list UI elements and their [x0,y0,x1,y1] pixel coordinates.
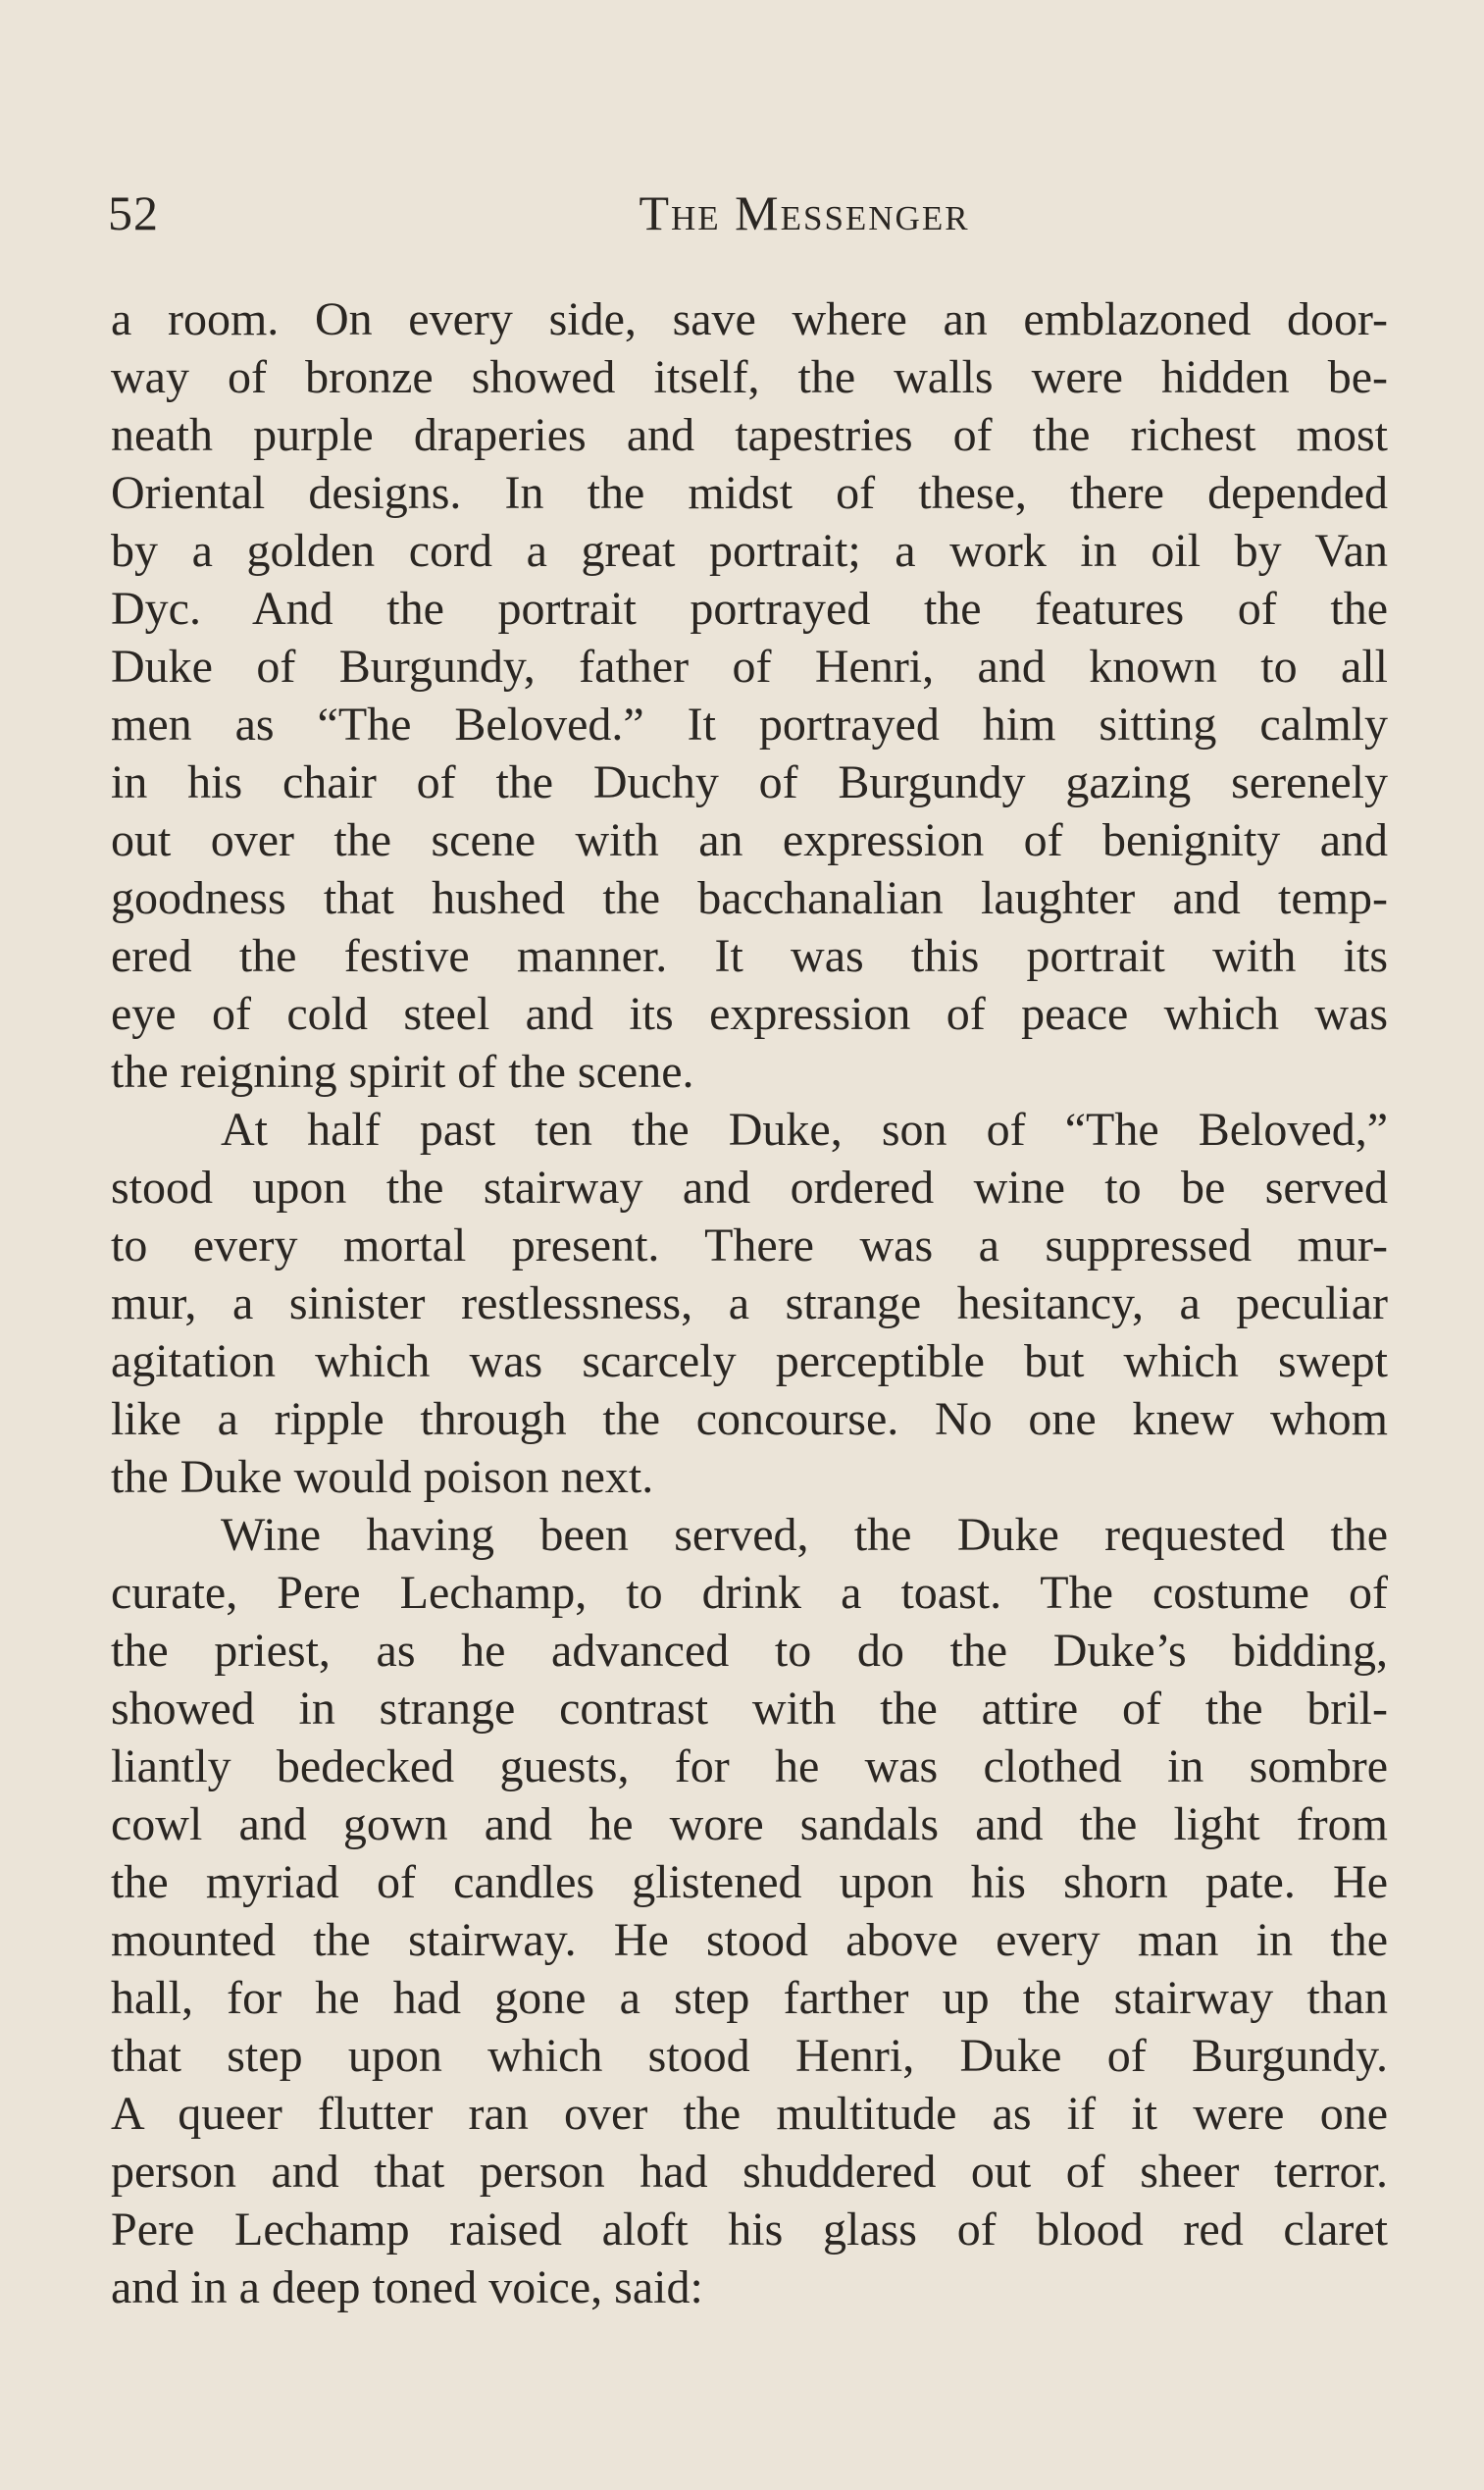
text-line: the Duke would poison next. [111,1451,654,1503]
text-line: cowl and gown and he wore sandals and the light from [111,1798,1388,1850]
text-line: stood upon the stairway and ordered wine to be served [111,1162,1388,1214]
text-line: ered the festive manner. It was this portrait with its [111,930,1388,982]
text-line: neath purple draperies and tapestries of the richest most [111,409,1388,461]
text-line: showed in strange contrast with the attire of the bril- [111,1683,1388,1735]
text-line: and in a deep toned voice, said: [111,2261,703,2313]
text-line: person and that person had shuddered out of sheer terror. [111,2146,1388,2198]
text-line: Pere Lechamp raised aloft his glass of blood red claret [111,2204,1388,2256]
text-line: goodness that hushed the bacchanalian laughter and temp- [111,872,1388,924]
text-line: Dyc. And the portrait portrayed the features of the [111,583,1388,635]
text-line: in his chair of the Duchy of Burgundy gazing serenely [111,756,1388,808]
text-line: curate, Pere Lechamp, to drink a toast. The costume of [111,1567,1388,1619]
text-line: the myriad of candles glistened upon his shorn pate. He [111,1856,1388,1908]
text-line: At half past ten the Duke, son of “The Beloved,” [221,1104,1388,1156]
body-text [111,290,1388,2316]
text-line: men as “The Beloved.” It portrayed him sitting calmly [111,699,1388,751]
text-line: Duke of Burgundy, father of Henri, and known to all [111,641,1388,693]
text-line: A queer flutter ran over the multitude as if it were one [111,2088,1388,2140]
running-head [108,179,1393,247]
text-line: mounted the stairway. He stood above every man in the [111,1914,1388,1966]
text-line: liantly bedecked guests, for he was clothed in sombre [111,1740,1388,1792]
text-line: like a ripple through the concourse. No one knew whom [111,1393,1388,1445]
text-line: Wine having been served, the Duke requested the [221,1509,1388,1561]
text-line: out over the scene with an expression of benignity and [111,814,1388,866]
text-line: hall, for he had gone a step farther up the stairway than [111,1972,1388,2024]
text-line: to every mortal present. There was a suppressed mur- [111,1219,1388,1271]
text-line: way of bronze showed itself, the walls were hidden be- [111,351,1388,403]
text-line: eye of cold steel and its expression of peace which was [111,988,1388,1040]
running-title: The Messenger [639,185,970,240]
page-number: 52 [108,185,159,240]
text-line: that step upon which stood Henri, Duke of Burgundy. [111,2030,1388,2082]
text-line: the priest, as he advanced to do the Duke’s bidding, [111,1625,1388,1677]
text-line: mur, a sinister restlessness, a strange hesitancy, a peculiar [111,1277,1388,1329]
text-line: by a golden cord a great portrait; a work in oil by Van [111,525,1388,577]
text-line: the reigning spirit of the scene. [111,1046,694,1098]
text-line: Oriental designs. In the midst of these, there depended [111,467,1388,519]
text-line: a room. On every side, save where an emblazoned door- [111,293,1388,345]
text-line: agitation which was scarcely perceptible but which swept [111,1335,1388,1387]
